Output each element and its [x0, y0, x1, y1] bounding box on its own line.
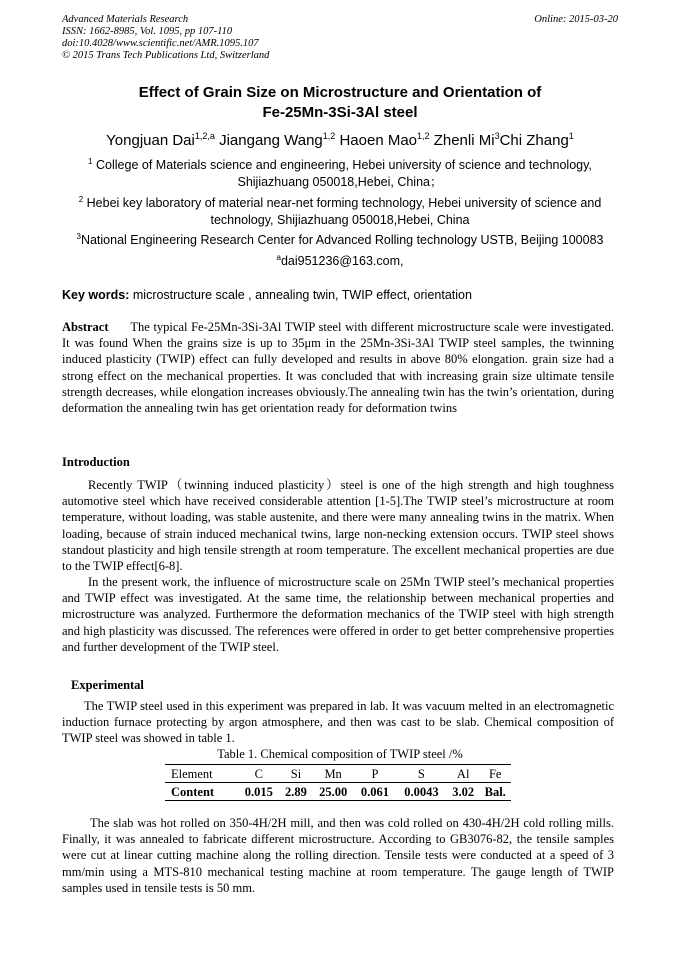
affiliation-line: technology, Shijiazhuang 050018,Hebei, China — [210, 213, 470, 227]
doi-line: doi:10.4028/www.scientific.net/AMR.1095.107 — [62, 38, 259, 49]
chemical-composition-table — [165, 764, 511, 801]
table-caption: Table 1. Chemical composition of TWIP steel /% — [217, 747, 463, 761]
affiliation-marker: 1 — [88, 157, 93, 166]
journal-header — [62, 14, 618, 62]
experimental-paragraph-2: The slab was hot rolled on 350-4H/2H mill, and then was cold rolled on 430-4H/2H cold rolling mills. Finally, it was annealed to fabricate different microstructure. According to GB3076-82, the tensile samples were cut at linear cutting machine along the rolling direction. Tensile tests were conducted at a speed of 3 mm/min using a MTS-810 mechanical testing machine at room temperature. The gauge length of TWIP samples used in tensile tests is 50 mm. — [62, 816, 614, 895]
table-header-cell: P — [354, 765, 396, 783]
copyright-line: © 2015 Trans Tech Publications Ltd, Switzerland — [62, 50, 270, 61]
experimental-paragraph-1: The TWIP steel used in this experiment was prepared in lab. It was vacuum melted in an electromagnetic induction furnace protecting by argon atmosphere, and then was cast to be slab. Chemical composition of TWIP steel was showed in table 1. — [62, 699, 614, 746]
introduction-heading: Introduction — [62, 455, 130, 469]
paper-title — [62, 83, 618, 123]
abstract-label: Abstract — [62, 320, 109, 334]
email-marker: a — [276, 253, 281, 262]
abstract — [62, 319, 614, 416]
table-cell: Bal. — [479, 783, 511, 801]
online-date: Online: 2015-03-20 — [534, 14, 618, 25]
introduction-paragraph-2: In the present work, the influence of microstructure scale on 25Mn TWIP steel’s mechanical properties and TWIP effect was investigated. At the same time, the relationship between mechanical properties and microstructure was analyzed. Furthermore the deformation mechanics of the TWIP steel with high strength and high plasticity was discussed. The references were offered in order to get better comprehensive properties and further development of the TWIP steel. — [62, 575, 614, 654]
email-address: dai951236@163.com, — [280, 254, 404, 268]
affiliation-line: Shijiazhuang 050018,Hebei, China； — [237, 175, 443, 189]
table-header-row — [165, 765, 511, 783]
table-header-cell: Fe — [479, 765, 511, 783]
affiliation-line: College of Materials science and engineering, Hebei university of science and technology, — [96, 158, 592, 172]
table-cell: 0.0043 — [396, 783, 447, 801]
experimental-heading: Experimental — [71, 678, 144, 692]
table-cell: 25.00 — [312, 783, 354, 801]
table-header-cell: S — [396, 765, 447, 783]
affiliation-line: National Engineering Research Center for Advanced Rolling technology USTB, Beijing 100083 — [80, 233, 604, 247]
author-list — [62, 131, 618, 151]
affiliation-1 — [62, 157, 618, 191]
author-affiliation-marker: 3 — [494, 131, 500, 141]
affiliation-marker: 2 — [78, 195, 84, 204]
table-header-cell: Mn — [312, 765, 354, 783]
affiliation-3 — [62, 232, 618, 249]
author-name: Chi Zhang — [499, 132, 569, 149]
journal-name: Advanced Materials Research — [62, 14, 189, 25]
table-cell: 0.061 — [354, 783, 396, 801]
author-name: Jiangang Wang — [219, 132, 323, 149]
author-affiliation-marker: 1,2 — [417, 131, 430, 141]
author-affiliation-marker: 1,2 — [322, 131, 336, 141]
author-name: Haoen Mao — [339, 132, 418, 149]
table-row — [165, 783, 511, 801]
author-affiliation-marker: 1,2,a — [194, 131, 215, 141]
title-line-2: Fe-25Mn-3Si-3Al steel — [262, 104, 418, 121]
author-email — [62, 253, 618, 270]
keywords-text: microstructure scale , annealing twin, TWIP effect, orientation — [132, 288, 472, 302]
table-cell: 3.02 — [447, 783, 480, 801]
title-line-1: Effect of Grain Size on Microstructure and Orientation of — [138, 84, 542, 101]
table-cell: 2.89 — [280, 783, 313, 801]
table-header-cell: C — [238, 765, 280, 783]
table-cell: 0.015 — [238, 783, 280, 801]
keywords-label: Key words: — [62, 288, 130, 302]
affiliation-marker: 3 — [76, 232, 81, 241]
affiliation-line: Hebei key laboratory of material near-net forming technology, Hebei university of science and — [86, 196, 602, 210]
table-header-cell: Al — [447, 765, 480, 783]
affiliation-2 — [62, 195, 618, 229]
table-cell: Content — [165, 783, 238, 801]
keywords — [62, 287, 618, 304]
issn-line: ISSN: 1662-8985, Vol. 1095, pp 107-110 — [62, 26, 233, 37]
table-header-cell: Element — [165, 765, 238, 783]
introduction-paragraph-1: Recently TWIP（twinning induced plasticity）steel is one of the high strength and high toughness automotive steel which have received considerable attention [1-5].The TWIP steel’s microstructure at room temperature, without loading, was stable austenite, and there were many annealing twins in the matrix. When loading, because of strain induced mechanical twins, large non-necking extension occurs. TWIP steel shows standout plasticity and high tensile strength at room temperature. The excellent mechanical properties are due to the TWIP effect[6-8]. — [62, 478, 614, 574]
author-affiliation-marker: 1 — [568, 131, 574, 141]
author-name: Yongjuan Dai — [106, 132, 195, 149]
abstract-text: The typical Fe-25Mn-3Si-3Al TWIP steel with different microstructure scale were investigated. It was found When the grains size is up to 35μm in the 25Mn-3Si-3Al TWIP steel samples, the twinning induced plasticity (TWIP) effect can fully developed and results in above 80% elongation. grain size had a strong effect on the mechanical properties. It was concluded that with increasing grain size ultimate tensile strength decreases, while elongation increases obviously.The annealing twin has the twin’s orientation, during deformation the annealing twin has get orientation ready for deformation twins — [62, 320, 614, 416]
author-name: Zhenli Mi — [433, 132, 495, 149]
table-header-cell: Si — [280, 765, 313, 783]
